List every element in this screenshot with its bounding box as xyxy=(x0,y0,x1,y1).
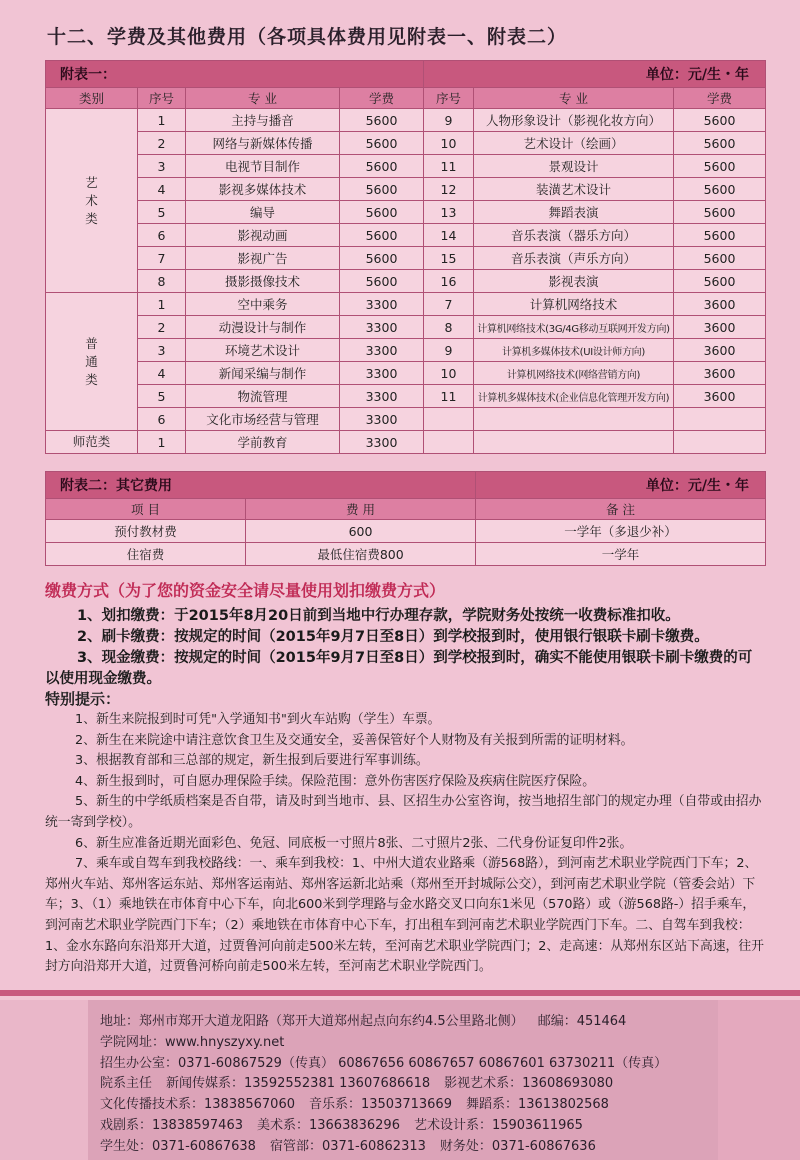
footer-decoration-left xyxy=(0,1000,88,1160)
fee-cell: 3300 xyxy=(340,408,424,431)
category-cell xyxy=(46,431,138,454)
dance-dept-phone: 舞蹈系：13613802568 xyxy=(465,1097,609,1113)
table1-unit: 单位：元/生・年 xyxy=(424,61,766,88)
column-header: 序号 xyxy=(138,88,186,109)
address: 地址：郑州市郑开大道龙阳路（郑开大道郑州起点向东约4.5公里路北侧） xyxy=(100,1014,524,1029)
fee-cell: 5600 xyxy=(340,109,424,132)
culture-dept-phone: 文化传播技术系：13838567060 xyxy=(100,1097,295,1113)
website: 学院网址：www.hnyszyxy.net xyxy=(100,1034,285,1050)
seq-cell: 1 xyxy=(138,109,186,132)
major-cell xyxy=(474,408,674,431)
major-cell: 人物形象设计（影视化妆方向） xyxy=(474,109,674,132)
category-label: 普 通 类 xyxy=(85,335,98,387)
payment-item: 2、刷卡缴费：按规定的时间（2015年9月7日至8日）到学校报到时，使用银行银联卡刷卡缴费。 xyxy=(77,629,709,645)
fee-cell: 5600 xyxy=(674,155,766,178)
seq-cell: 3 xyxy=(138,155,186,178)
major-cell: 计算机多媒体技术(企业信息化管理开发方向) xyxy=(474,385,674,408)
table-row xyxy=(46,224,766,247)
table-row xyxy=(46,339,766,362)
fee-cell: 3600 xyxy=(674,362,766,385)
tips-title: 特别提示： xyxy=(45,690,121,708)
column-header: 专 业 xyxy=(474,88,674,109)
column-header: 序号 xyxy=(424,88,474,109)
fee-item-cell: 住宿费 xyxy=(46,543,246,566)
fee-cell: 5600 xyxy=(674,224,766,247)
major-cell: 文化市场经营与管理 xyxy=(186,408,340,431)
other-fees-column-headers xyxy=(46,499,766,520)
fee-cell xyxy=(674,431,766,454)
major-cell: 影视动画 xyxy=(186,224,340,247)
column-header: 项 目 xyxy=(46,499,246,520)
seq-cell: 1 xyxy=(138,431,186,454)
seq-cell: 15 xyxy=(424,247,474,270)
film-dept-phone: 影视艺术系：13608693080 xyxy=(444,1076,614,1092)
table-row xyxy=(46,520,766,543)
fee-cell: 3600 xyxy=(674,385,766,408)
table-row xyxy=(46,293,766,316)
tips-list xyxy=(45,710,767,978)
fee-cell: 5600 xyxy=(674,201,766,224)
fee-cell: 5600 xyxy=(340,270,424,293)
fine-arts-dept-phone: 美术系：13663836296 xyxy=(256,1117,400,1133)
major-cell: 景观设计 xyxy=(474,155,674,178)
contact-footer xyxy=(100,1012,740,1158)
other-fees-header xyxy=(46,472,766,499)
tip-item: 3、根据教育部和三总部的规定，新生报到后要进行军事训练。 xyxy=(75,753,429,769)
fee-cell: 5600 xyxy=(340,178,424,201)
column-header: 类别 xyxy=(46,88,138,109)
major-cell: 计算机网络技术(网络营销方向) xyxy=(474,362,674,385)
fee-cell xyxy=(674,408,766,431)
payment-methods xyxy=(45,606,765,690)
fee-cell: 3600 xyxy=(674,316,766,339)
seq-cell: 12 xyxy=(424,178,474,201)
fee-cell: 5600 xyxy=(674,270,766,293)
fee-cell: 5600 xyxy=(340,224,424,247)
major-cell: 网络与新媒体传播 xyxy=(186,132,340,155)
column-header: 备 注 xyxy=(476,499,766,520)
payment-item: 3、现金缴费：按规定的时间（2015年9月7日至8日）到学校报到时，确实不能使用银联卡刷卡缴费的可以使用现金缴费。 xyxy=(45,650,753,687)
fee-item-cell: 预付教材费 xyxy=(46,520,246,543)
major-cell: 计算机网络技术(3G/4G移动互联网开发方向) xyxy=(474,316,674,339)
fee-cell: 5600 xyxy=(674,247,766,270)
table-row xyxy=(46,385,766,408)
fee-cell: 5600 xyxy=(340,201,424,224)
category-label: 师范类 xyxy=(72,434,111,449)
table-row xyxy=(46,178,766,201)
seq-cell: 5 xyxy=(138,385,186,408)
major-cell: 编导 xyxy=(186,201,340,224)
tip-item: 1、新生来院报到时可凭"入学通知书"到火车站购（学生）车票。 xyxy=(75,712,441,727)
seq-cell: 1 xyxy=(138,293,186,316)
seq-cell: 9 xyxy=(424,109,474,132)
section-title: 十二、学费及其他费用（各项具体费用见附表一、附表二） xyxy=(47,26,568,48)
major-cell: 影视表演 xyxy=(474,270,674,293)
major-cell: 舞蹈表演 xyxy=(474,201,674,224)
postcode: 邮编：451464 xyxy=(537,1014,627,1029)
fee-cell: 3300 xyxy=(340,385,424,408)
footer-divider xyxy=(0,990,800,996)
major-cell: 装潢艺术设计 xyxy=(474,178,674,201)
major-cell: 影视广告 xyxy=(186,247,340,270)
table-row xyxy=(46,431,766,454)
tip-item: 7、乘车或自驾车到我校路线：一、乘车到我校：1、中州大道农业路乘（游568路），到河南艺术职业学院西门下车；2、郑州火车站、郑州客运东站、郑州客运南站、郑州客运新北站乘（郑州至开封城际公交），到河南艺术职业学院（管委会站）下车；3、（1）乘地铁在市体育中心下车，向北600米到学理路与金水路交叉口向东1米见（570路）或（游568路-）招手乘车，到河南艺术职业学院西门下车；（2）乘地铁在市体育中心下车，打出租车到河南艺术职业学院西门下车。二、自驾车到我校：1、金水东路向东沿郑开大道，过贾鲁河向前走500米左转，至河南艺术职业学院西门；2、走高速：从郑州东区站下高速，往开封方向沿郑开大道，过贾鲁河桥向前走500米左转，至河南艺术职业学院西门。 xyxy=(45,856,764,975)
tip-item: 5、新生的中学纸质档案是否自带，请及时到当地市、县、区招生办公室咨询，按当地招生部门的规定办理（自带或由招办统一寄到学校）。 xyxy=(45,794,762,830)
design-dept-phone: 艺术设计系：15903611965 xyxy=(413,1117,583,1133)
fee-item-cell: 一学年（多退少补） xyxy=(476,520,766,543)
fee-cell: 5600 xyxy=(340,155,424,178)
seq-cell: 6 xyxy=(138,408,186,431)
dept-head-label: 院系主任 xyxy=(100,1076,153,1092)
fee-cell: 5600 xyxy=(674,132,766,155)
major-cell: 电视节目制作 xyxy=(186,155,340,178)
seq-cell: 8 xyxy=(138,270,186,293)
table2-name: 附表二：其它费用 xyxy=(46,472,476,499)
major-cell xyxy=(474,431,674,454)
category-cell xyxy=(46,293,138,431)
drama-dept-phone: 戏剧系：13838597463 xyxy=(100,1117,243,1133)
table-row xyxy=(46,408,766,431)
music-dept-phone: 音乐系：13503713669 xyxy=(308,1097,452,1113)
news-dept-phone: 新闻传媒系：13592552381 13607686618 xyxy=(166,1076,431,1092)
fee-item-cell: 600 xyxy=(246,520,476,543)
major-cell: 音乐表演（器乐方向） xyxy=(474,224,674,247)
seq-cell: 7 xyxy=(424,293,474,316)
major-cell: 动漫设计与制作 xyxy=(186,316,340,339)
seq-cell: 10 xyxy=(424,362,474,385)
seq-cell: 16 xyxy=(424,270,474,293)
fee-cell: 3600 xyxy=(674,339,766,362)
major-cell: 影视多媒体技术 xyxy=(186,178,340,201)
major-cell: 计算机多媒体技术(UI设计师方向) xyxy=(474,339,674,362)
student-office-phone: 学生处：0371-60867638 xyxy=(100,1138,256,1154)
table-row xyxy=(46,543,766,566)
seq-cell: 2 xyxy=(138,316,186,339)
tuition-table xyxy=(45,60,766,454)
major-cell: 新闻采编与制作 xyxy=(186,362,340,385)
fee-cell: 5600 xyxy=(674,178,766,201)
seq-cell: 9 xyxy=(424,339,474,362)
major-cell: 艺术设计（绘画） xyxy=(474,132,674,155)
column-header: 费 用 xyxy=(246,499,476,520)
column-header: 学费 xyxy=(674,88,766,109)
major-cell: 计算机网络技术 xyxy=(474,293,674,316)
seq-cell: 2 xyxy=(138,132,186,155)
major-cell: 学前教育 xyxy=(186,431,340,454)
seq-cell: 14 xyxy=(424,224,474,247)
category-label: 艺 术 类 xyxy=(85,174,98,226)
table-row xyxy=(46,362,766,385)
major-cell: 主持与播音 xyxy=(186,109,340,132)
column-header: 学费 xyxy=(340,88,424,109)
seq-cell: 11 xyxy=(424,385,474,408)
fee-cell: 3300 xyxy=(340,339,424,362)
table-row xyxy=(46,201,766,224)
tuition-column-headers xyxy=(46,88,766,109)
major-cell: 空中乘务 xyxy=(186,293,340,316)
table-row xyxy=(46,270,766,293)
seq-cell: 3 xyxy=(138,339,186,362)
payment-item: 1、划扣缴费：于2015年8月20日前到当地中行办理存款，学院财务处按统一收费标准扣收。 xyxy=(77,608,680,624)
table1-name: 附表一： xyxy=(46,61,424,88)
tip-item: 6、新生应准备近期光面彩色、免冠、同底板一寸照片8张、二寸照片2张、二代身份证复印件2张。 xyxy=(75,835,633,851)
seq-cell: 6 xyxy=(138,224,186,247)
admissions-office: 招生办公室：0371-60867529（传真） 60867656 60867657 60867601 63730211（传真） xyxy=(100,1055,668,1071)
seq-cell: 10 xyxy=(424,132,474,155)
seq-cell: 4 xyxy=(138,178,186,201)
fee-cell: 5600 xyxy=(340,132,424,155)
column-header: 专 业 xyxy=(186,88,340,109)
fee-cell: 3300 xyxy=(340,293,424,316)
seq-cell xyxy=(424,431,474,454)
seq-cell: 5 xyxy=(138,201,186,224)
seq-cell: 7 xyxy=(138,247,186,270)
table-row xyxy=(46,316,766,339)
finance-office-phone: 财务处：0371-60867636 xyxy=(439,1138,596,1154)
major-cell: 音乐表演（声乐方向） xyxy=(474,247,674,270)
category-cell xyxy=(46,109,138,293)
tip-item: 4、新生报到时，可自愿办理保险手续。保险范围：意外伤害医疗保险及疾病住院医疗保险。 xyxy=(75,773,596,789)
fee-item-cell: 最低住宿费800 xyxy=(246,543,476,566)
fee-cell: 5600 xyxy=(674,109,766,132)
table-row xyxy=(46,109,766,132)
fee-cell: 3300 xyxy=(340,362,424,385)
major-cell: 环境艺术设计 xyxy=(186,339,340,362)
payment-title: 缴费方式（为了您的资金安全请尽量使用划扣缴费方式） xyxy=(45,581,446,600)
dorm-office-phone: 宿管部：0371-60862313 xyxy=(269,1138,426,1154)
seq-cell: 13 xyxy=(424,201,474,224)
table-row xyxy=(46,247,766,270)
fee-cell: 3300 xyxy=(340,316,424,339)
table2-unit: 单位：元/生・年 xyxy=(476,472,766,499)
tuition-table-header xyxy=(46,61,766,88)
other-fees-table xyxy=(45,471,766,566)
table-row xyxy=(46,132,766,155)
seq-cell: 4 xyxy=(138,362,186,385)
table-row xyxy=(46,155,766,178)
seq-cell: 8 xyxy=(424,316,474,339)
major-cell: 物流管理 xyxy=(186,385,340,408)
seq-cell xyxy=(424,408,474,431)
tip-item: 2、新生在来院途中请注意饮食卫生及交通安全，妥善保管好个人财物及有关报到所需的证明材料。 xyxy=(75,732,634,748)
fee-item-cell: 一学年 xyxy=(476,543,766,566)
fee-cell: 5600 xyxy=(340,247,424,270)
major-cell: 摄影摄像技术 xyxy=(186,270,340,293)
fee-cell: 3300 xyxy=(340,431,424,454)
seq-cell: 11 xyxy=(424,155,474,178)
fee-cell: 3600 xyxy=(674,293,766,316)
